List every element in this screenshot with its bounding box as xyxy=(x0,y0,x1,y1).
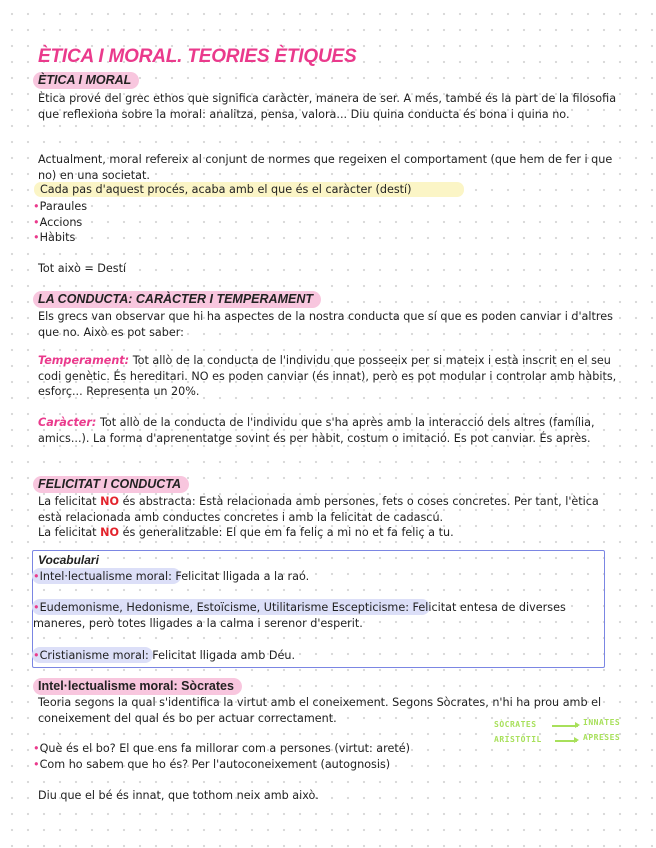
page-title: ÈTICA I MORAL. TEORIES ÈTIQUES xyxy=(38,46,357,67)
handnote-aristotil: ARISTÒTIL xyxy=(494,735,542,744)
caracter-label: Caràcter: xyxy=(38,416,97,429)
arrow-icon xyxy=(552,725,578,727)
section-heading-conducta: LA CONDUCTA: CARÀCTER I TEMPERAMENT xyxy=(33,291,321,308)
list-item: •Accions xyxy=(33,215,83,229)
handnote-innates: INNATES xyxy=(583,718,621,727)
socrates-theory: Teoria segons la qual s'identifica la virtut amb el coneixement. Segons Sòcrates, n'hi ha prou amb el coneixement del qual és bo per actuar correctament. xyxy=(38,696,602,725)
vocab-term: Eudemonisme, Hedonisme, Estoïcisme, Utilitarisme Escepticisme xyxy=(39,601,406,614)
vocab-item: •Eudemonisme, Hedonisme, Estoïcisme, Utilitarisme Escepticisme: Felicitat entesa de diverses maneres, però totes lligades a la calma i serenor d'esperit. xyxy=(33,601,566,630)
question-item: •Què és el bo? El que ens fa millorar com a persones (virtut: areté) xyxy=(33,742,411,755)
caracter-paragraph: Caràcter: Tot allò de la conducta de l'individu que s'ha après amb la interacció dels altres (família, amics...). La forma d'aprenentatge sovint és per hàbit, costum o imitació. Es pot canviar. És après. xyxy=(38,416,595,445)
moral-definition: Actualment, moral refereix al conjunt de normes que regeixen el comportament (que hem de fer i que no) en una societat. xyxy=(38,153,613,182)
character-list xyxy=(33,199,87,246)
list-item: •Paraules xyxy=(33,200,88,213)
temperament-label: Temperament: xyxy=(38,354,130,367)
vocabulary-title: Vocabulari xyxy=(38,553,99,567)
temperament-paragraph: Temperament: Tot allò de la conducta de l'individu que posseeix per si mateix i està inscrit en el seu codi genètic. És hereditari. NO es poden canviar (és innat), però es pot modular i controlar amb hàbits, esforç... Representa un 20%. xyxy=(38,354,617,398)
vocab-term: Intel·lectualisme moral xyxy=(39,570,169,583)
handnote-apreses: APRESES xyxy=(583,733,621,742)
list-item: •Hàbits xyxy=(33,231,76,244)
question-item: •Com ho sabem que ho és? Per l'autoconeixement (autognosis) xyxy=(33,758,391,771)
arrow-icon xyxy=(555,740,577,742)
highlight-text: Cada pas d'aquest procés, acaba amb el que és el caràcter (destí) xyxy=(40,183,412,196)
handnote-socrates: SÒCRATES xyxy=(494,720,537,729)
felicitat-abstracta: La felicitat NO és abstracta: Està relacionada amb persones, fets o coses concretes. Per tant, l'ètica està relacionada amb conductes concretes i amb la felicitat de cadascú. xyxy=(38,495,599,524)
section-heading-intellectualisme: Intel·lectualisme moral: Sòcrates xyxy=(33,678,242,695)
bullet-icon: • xyxy=(33,231,40,244)
closing-line: Diu que el bé és innat, que tothom neix amb això. xyxy=(38,789,319,802)
bullet-icon: • xyxy=(33,200,40,213)
felicitat-generalitzable: La felicitat NO és generalitzable: El que em fa feliç a mi no et fa feliç a tu. xyxy=(38,526,454,539)
etica-definition: Ètica prové del grec ethos que significa caràcter, manera de ser. A més, també és la part de la filosofia que reflexiona sobre la moral: analitza, pensa, valora... Diu quina conducta és bona i quina no. xyxy=(38,92,617,121)
section-heading-etica-moral: ÈTICA I MORAL xyxy=(33,72,139,89)
bullet-icon: • xyxy=(33,215,40,229)
summary-line: Tot això = Destí xyxy=(38,262,127,275)
vocab-item: •Cristianisme moral: Felicitat lligada amb Déu. xyxy=(33,649,296,662)
vocab-item: •Intel·lectualisme moral: Felicitat lligada a la raó. xyxy=(33,570,310,583)
section-heading-felicitat: FELICITAT I CONDUCTA xyxy=(33,476,189,493)
conducta-intro: Els grecs van observar que hi ha aspectes de la nostra conducta que sí que es poden canviar i d'altres que no. Això es pot saber: xyxy=(38,310,613,339)
vocab-term: Cristianisme moral xyxy=(39,649,145,662)
